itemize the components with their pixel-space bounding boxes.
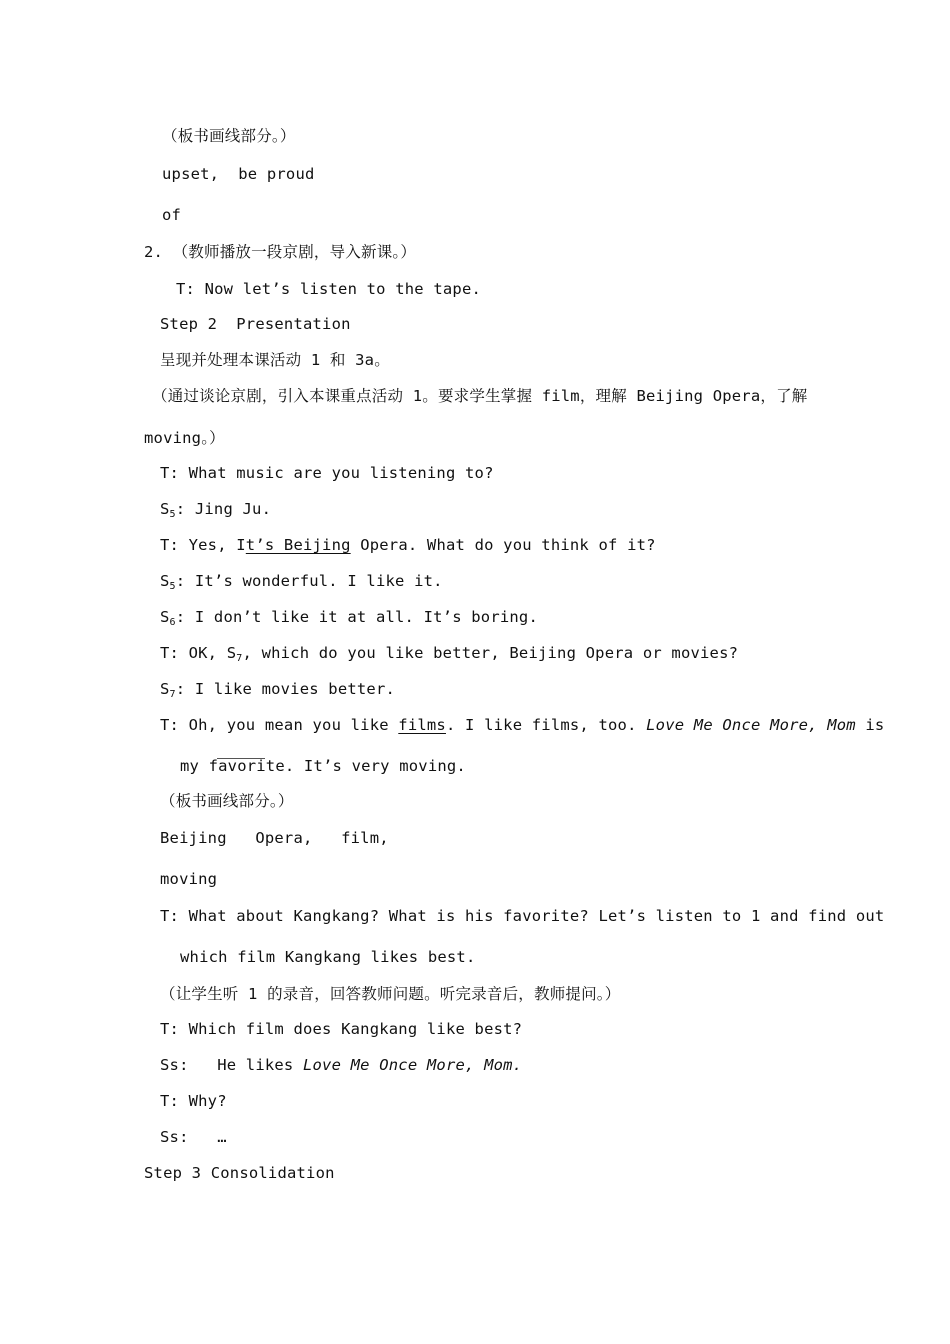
dialogue-line [160,535,656,555]
text-line: moving。） [144,429,225,447]
speaker: S [160,680,170,698]
text-line: 呈现并处理本课活动 1 和 3a。 [160,351,390,369]
utterance: : I like movies better. [175,680,396,698]
dialogue-line [160,643,738,669]
speaker-subscript: 7 [236,653,243,664]
dialogue-line [160,715,884,735]
underlined-text: t’s Beijing [245,536,351,554]
board-words: Beijing Opera, film, [160,829,389,847]
utterance: T: Oh, you mean you like [160,716,399,734]
dialogue-line [160,1055,522,1075]
dialogue-line: T: Why? [160,1092,227,1110]
utterance: . I like films, too. [445,716,647,734]
speaker-subscript: 7 [169,689,176,700]
speaker-subscript: 6 [169,617,176,628]
dialogue-line: Ss: … [160,1128,227,1146]
utterance: : It’s wonderful. I like it. [175,572,443,590]
dialogue-line [160,679,395,705]
film-title: Love Me Once More, Mom [646,716,856,734]
dialogue-line [160,571,443,597]
text-line: 2. （教师播放一段京剧，导入新课。） [144,243,417,261]
text-line: （让学生听 1 的录音，回答教师问题。听完录音后，教师提问。） [160,985,621,1003]
utterance: is [855,716,885,734]
step-heading: Step 3 Consolidation [144,1164,335,1182]
utterance: Opera. What do you think of it? [350,536,656,554]
speaker-subscript: 5 [169,581,176,592]
utterance: : I don’t like it at all. It’s boring. [175,608,538,626]
speaker: S [160,608,170,626]
speaker: S [160,572,170,590]
dialogue-line: which film Kangkang likes best. [180,948,476,966]
text-line: （板书画线部分。） [162,127,296,145]
underlined-text: films [398,716,446,734]
dialogue-line: T: Which film does Kangkang like best? [160,1020,523,1038]
dialogue-line: T: What music are you listening to? [160,464,494,482]
utterance: T: OK, S [160,644,237,662]
dialogue-line [160,499,271,525]
speaker: S [160,500,170,518]
speaker-subscript: 5 [169,509,176,520]
text-line: of [162,206,182,224]
utterance: : Jing Ju. [175,500,272,518]
step-heading: Step 2 Presentation [160,315,351,333]
utterance: T: Yes, I [160,536,246,554]
utterance: , which do you like better, Beijing Opera or movies? [242,644,739,662]
dialogue-line: my favorite. It’s very moving. [180,757,466,775]
text-line: upset, be proud [162,165,315,183]
text-line: （板书画线部分。） [160,792,294,810]
text-line: （通过谈论京剧，引入本课重点活动 1。要求学生掌握 film，理解 Beijing Opera，了解 [152,387,808,405]
board-words: moving [160,870,218,888]
text-line: T: Now let’s listen to the tape. [176,280,482,298]
utterance: Ss: He likes [160,1056,303,1074]
dialogue-line: T: What about Kangkang? What is his favorite? Let’s listen to 1 and find out [160,907,885,925]
dialogue-line [160,607,538,633]
film-title: Love Me Once More, Mom. [302,1056,523,1074]
